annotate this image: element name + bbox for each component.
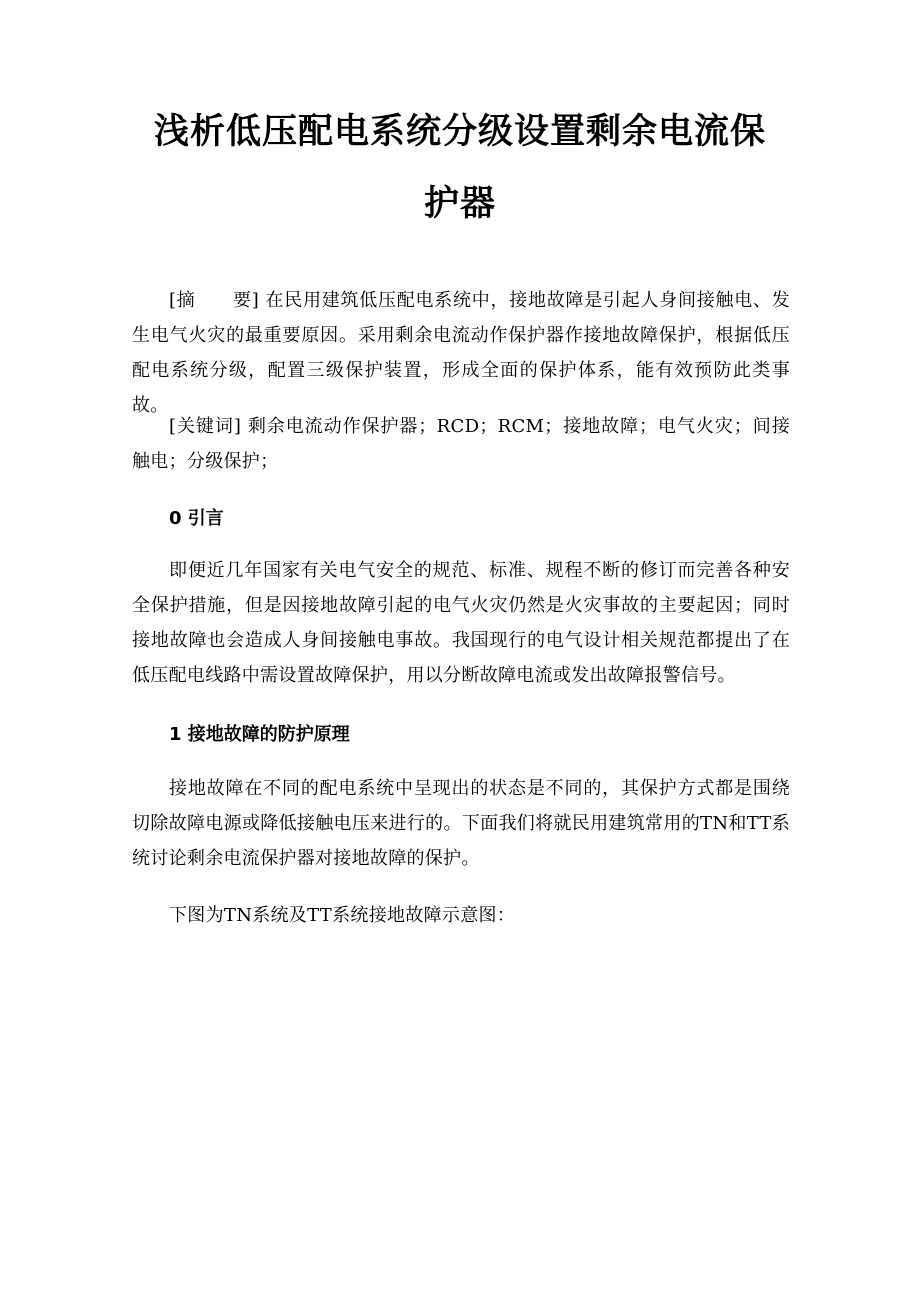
abstract-paragraph: [摘 要] 在民用建筑低压配电系统中，接地故障是引起人身间接触电、发生电气火灾的最重要原因。采用剩余电流动作保护器作接地故障保护，根据低压配电系统分级，配置三级保护装置，形成全面的保护体系，能有效预防此类事故。	[132, 290, 790, 416]
keywords-paragraph: [关键词] 剩余电流动作保护器；RCD；RCM；接地故障；电气火灾；间接触电；分级保护；	[132, 416, 790, 472]
section-1-body: 接地故障在不同的配电系统中呈现出的状态是不同的，其保护方式都是围绕切除故障电源或降低接触电压来进行的。下面我们将就民用建筑常用的TN和TT系统讨论剩余电流保护器对接地故障的保护。	[132, 778, 790, 869]
document-title-line-1: 浅析低压配电系统分级设置剩余电流保	[153, 112, 766, 152]
document-title-line-2: 护器	[423, 184, 496, 224]
section-0-heading: 0 引言	[169, 508, 224, 529]
section-1-heading: 1 接地故障的防护原理	[169, 724, 350, 745]
figure-intro-paragraph: 下图为TN系统及TT系统接地故障示意图：	[169, 905, 516, 926]
section-0-body: 即便近几年国家有关电气安全的规范、标准、规程不断的修订而完善各种安全保护措施，但是因接地故障引起的电气火灾仍然是火灾事故的主要起因；同时接地故障也会造成人身间接触电事故。我国现行的电气设计相关规范都提出了在低压配电线路中需设置故障保护，用以分断故障电流或发出故障报警信号。	[132, 560, 790, 686]
